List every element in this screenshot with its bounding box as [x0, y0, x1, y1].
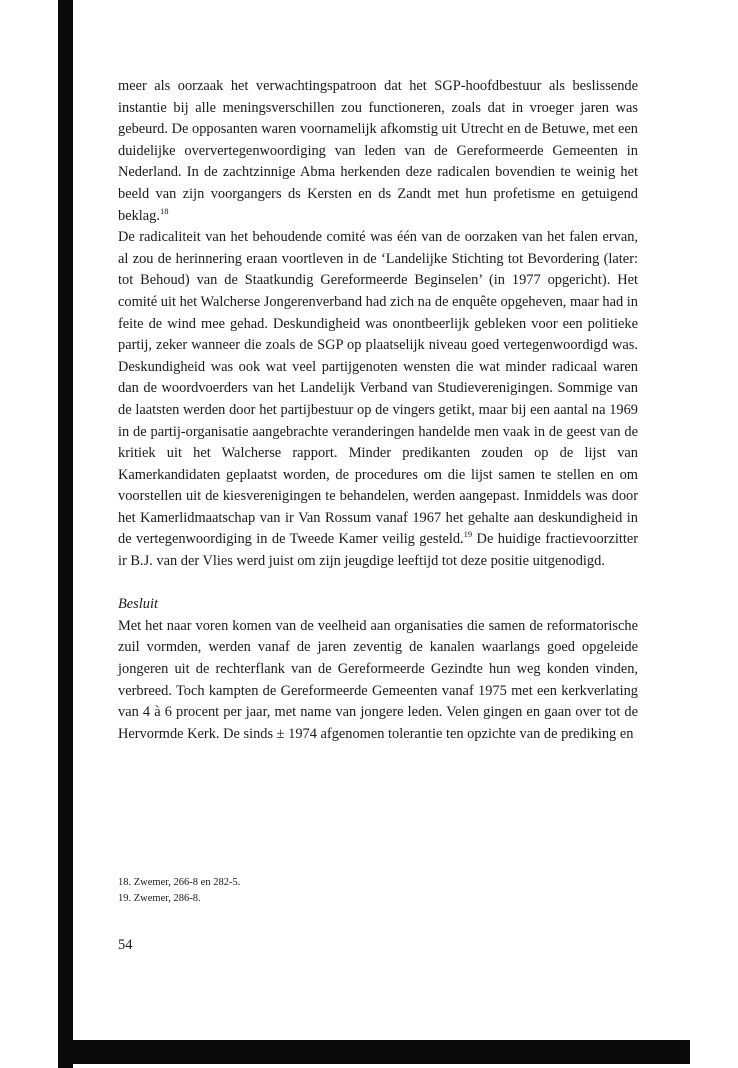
section-heading: Besluit: [118, 596, 158, 613]
paragraph-2-tail: De huidige fractievoorzitter ir B.J. van der Vlies werd juist om zijn jeugdige leeftijd tot deze positie uitgenodigd.: [118, 531, 638, 570]
footnote-ref-18: 18: [159, 205, 169, 216]
footnote-ref-19: 19: [463, 529, 473, 540]
main-text: [118, 76, 638, 745]
paragraph-2-text: De radicaliteit van het behoudende comité was één van de oorzaken van het falen ervan, al zou de herinnering eraan voortleven in de ‘Landelijke Stichting tot Bevordering (later: tot Behoud) van de Staatkundig Gereformeerde Beginselen’ (in 1977 opgericht). Het comité uit het Walcherse Jongerenverband had zich na de enquête opgeheven, maar had in feite de wind mee gehad. Deskundigheid was onontbeerlijk gebleken voor een politieke partij, zeker wanneer die zoals de SGP op plaatselijk niveau goed vertegenwoordigd was. Deskundigheid was ook wat veel partijgenoten wensten die wat minder radicaal waren dan de woordvoerders van het Landelijk Verband van Studieverenigingen. Sommige van de laatsten werden door het partijbestuur op de vingers getikt, maar bij een aantal na 1969 in de partij-organisatie aangebrachte veranderingen handelde men vaak in de geest van de kritiek uit het Walcherse rapport. Minder predikanten zouden op de lijst van Kamerkandidaten geplaatst worden, de procedures om die lijst samen te stellen en om voorstellen uit de kiesverenigingen te behandelen, werden aangepast. Inmiddels was door het Kamerlidmaatschap van ir Van Rossum vanaf 1967 het gehalte aan deskundigheid in de vertegenwoordiging in de Tweede Kamer veilig gesteld.: [118, 229, 638, 548]
paragraph-1-text: meer als oorzaak het verwachtingspatroon dat het SGP-hoofdbestuur als beslissende instantie bij alle meningsverschillen zou functioneren, zoals dat in vroeger jaren was gebeurd. De opposanten waren voornamelijk afkomstig uit Utrecht en de Betuwe, met een duidelijke oververtegenwoordiging van leden van de Gereformeerde Gemeenten in Nederland. In de zachtzinnige Abma herkenden deze radicalen bovendien te weinig het beeld van zijn voorgangers ds Kersten en ds Zandt met hun profetisme en getuigend beklag.: [118, 78, 638, 224]
footnote-19: 19. Zwemer, 286-8.: [118, 893, 201, 904]
page-number: 54: [118, 937, 133, 953]
scan-border-left: [58, 0, 73, 1068]
footnote-18: 18. Zwemer, 266-8 en 282-5.: [118, 877, 241, 888]
paragraph-2: [118, 227, 638, 573]
scan-border-bottom: [58, 1040, 690, 1064]
page-body: [118, 76, 638, 745]
section-paragraph: Met het naar voren komen van de veelheid aan organisaties die samen de reformatorische zuil vormden, werden vanaf de jaren zeventig de kanalen waarlangs goed opgeleide jongeren uit de rechterflank van de Gereformeerde Gezindte hun weg konden vinden, verbreed. Toch kampten de Gereformeerde Gemeenten vanaf 1975 met een kerkverlating van 4 à 6 procent per jaar, met name van jongere leden. Velen gingen en gaan over tot de Hervormde Kerk. De sinds ± 1974 afgenomen tolerantie ten opzichte van de prediking en: [118, 617, 638, 742]
footnotes: [118, 875, 638, 907]
section-gap: [118, 573, 638, 595]
paragraph-1: [118, 76, 638, 227]
